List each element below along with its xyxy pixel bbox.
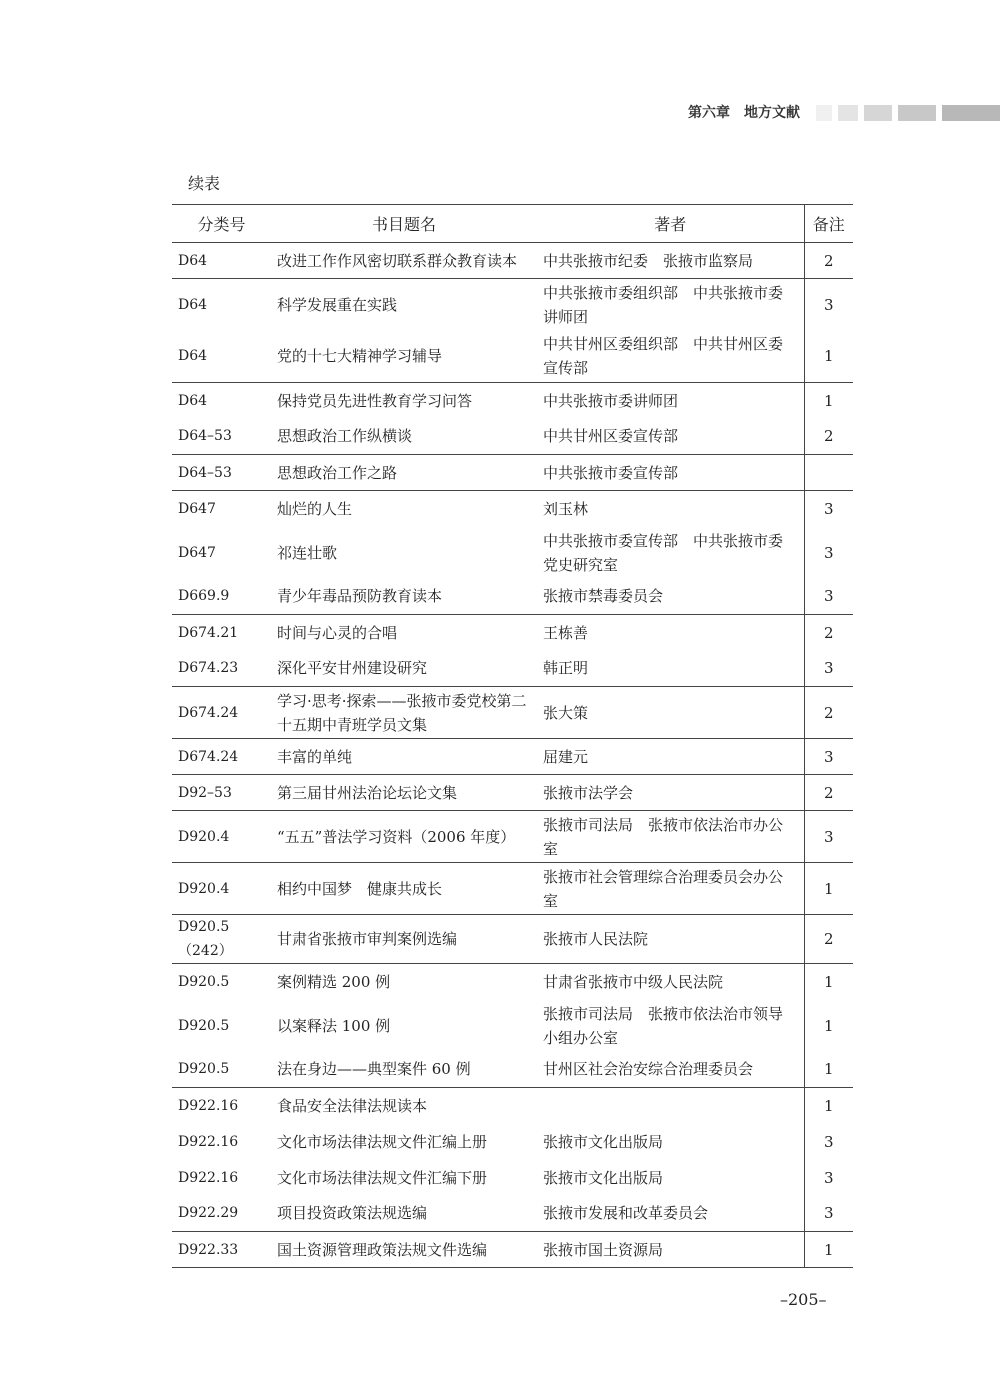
table-row	[172, 1124, 853, 1160]
cell-code: D64–53	[172, 455, 271, 491]
cell-title: 国土资源管理政策法规文件选编	[271, 1232, 537, 1268]
cell-code: D922.16	[178, 1169, 239, 1186]
cell-author: 张大策	[537, 687, 804, 739]
cell-title: “五五”普法学习资料（2006 年度）	[271, 811, 537, 863]
table-row	[172, 279, 853, 331]
cell-code: D674.24	[172, 739, 271, 775]
table-row	[172, 419, 853, 455]
cell-title: 相约中国梦 健康共成长	[271, 863, 537, 915]
cell-author: 甘肃省张掖市中级人民法院	[543, 972, 724, 991]
cell-title: 文化市场法律法规文件汇编上册	[277, 1132, 488, 1151]
cell-code: D920.5	[178, 973, 230, 990]
cell-author: 中共甘州区委组织部 中共甘州区委宣传部	[537, 331, 804, 383]
table-row	[172, 1196, 853, 1232]
cell-note: 2	[804, 915, 853, 964]
cell-code: D64	[178, 296, 208, 313]
cell-note: 1	[804, 1232, 853, 1268]
cell-author: 张掖市文化出版局	[543, 1168, 664, 1187]
cell-title: 保持党员先进性教育学习问答	[277, 391, 473, 410]
cell-note: 3	[804, 279, 853, 331]
cell-title: 思想政治工作纵横谈	[271, 419, 537, 455]
cell-note: 2	[804, 243, 853, 279]
column-header-note: 备注	[804, 205, 853, 243]
cell-note: 3	[804, 1160, 853, 1196]
table-row	[172, 615, 853, 651]
table-row	[172, 1232, 853, 1268]
cell-note: 3	[804, 1124, 853, 1160]
cell-code: D647	[178, 500, 216, 517]
cell-code: D920.5（242）	[172, 915, 271, 964]
table-row	[172, 243, 853, 279]
cell-note: 1	[804, 1052, 853, 1088]
catalog-table	[172, 204, 853, 1268]
chapter-title: 第六章 地方文献	[688, 105, 800, 121]
cell-title: 灿烂的人生	[277, 499, 353, 518]
cell-note: 3	[804, 579, 853, 615]
table-row	[172, 775, 853, 811]
cell-code: D922.16	[178, 1097, 239, 1114]
cell-title: 项目投资政策法规选编	[271, 1196, 537, 1232]
cell-code: D922.16	[178, 1133, 239, 1150]
cell-note: 3	[804, 739, 853, 775]
table-row	[172, 1160, 853, 1196]
column-header-code: 分类号	[172, 205, 271, 243]
cell-author: 张掖市法学会	[537, 775, 804, 811]
cell-author: 中共张掖市委组织部 中共张掖市委讲师团	[543, 283, 784, 326]
cell-author: 甘州区社会治安综合治理委员会	[537, 1052, 804, 1088]
cell-author: 中共张掖市委宣传部 中共张掖市委党史研究室	[543, 531, 784, 574]
cell-note: 1	[804, 331, 853, 383]
table-row	[172, 383, 853, 419]
table-row	[172, 527, 853, 579]
cell-code: D64	[172, 331, 271, 383]
cell-author: 王栋善	[543, 623, 589, 642]
cell-note: 3	[804, 1196, 853, 1232]
cell-title: 甘肃省张掖市审判案例选编	[271, 915, 537, 964]
cell-title: 学习·思考·探索——张掖市委党校第二十五期中青班学员文集	[271, 687, 537, 739]
cell-note: 2	[804, 775, 853, 811]
cell-note: 1	[804, 383, 853, 419]
table-header-row	[172, 205, 853, 243]
cell-author: 屈建元	[537, 739, 804, 775]
header-decor-block	[838, 105, 858, 121]
cell-code: D64–53	[172, 419, 271, 455]
cell-author: 张掖市发展和改革委员会	[537, 1196, 804, 1232]
cell-code: D64	[172, 243, 271, 279]
cell-author: 张掖市司法局 张掖市依法治市领导小组办公室	[543, 1004, 784, 1047]
column-header-author: 著者	[537, 205, 804, 243]
cell-author: 张掖市人民法院	[537, 915, 804, 964]
cell-title: 以案释法 100 例	[277, 1016, 391, 1035]
cell-title: 青少年毒品预防教育读本	[271, 579, 537, 615]
cell-author: 张掖市国土资源局	[537, 1232, 804, 1268]
cell-author: 中共张掖市委宣传部	[537, 455, 804, 491]
cell-note: 3	[804, 527, 853, 579]
cell-author: 张掖市禁毒委员会	[537, 579, 804, 615]
cell-note: 1	[804, 1000, 853, 1052]
table-row	[172, 651, 853, 687]
cell-title: 案例精选 200 例	[277, 972, 391, 991]
cell-title: 深化平安甘州建设研究	[271, 651, 537, 687]
cell-code: D647	[178, 544, 216, 561]
cell-code: D674.23	[172, 651, 271, 687]
running-header	[660, 98, 1000, 126]
table-row	[172, 455, 853, 491]
cell-code: D674.24	[172, 687, 271, 739]
table-row	[172, 863, 853, 915]
cell-code: D674.21	[178, 624, 239, 641]
cell-code: D92–53	[172, 775, 271, 811]
table-row	[172, 811, 853, 863]
cell-author: 张掖市司法局 张掖市依法治市办公室	[537, 811, 804, 863]
page-number: –205–	[780, 1290, 827, 1309]
cell-author: 中共张掖市纪委 张掖市监察局	[537, 243, 804, 279]
cell-author: 张掖市文化出版局	[543, 1132, 664, 1151]
cell-title: 法在身边——典型案件 60 例	[271, 1052, 537, 1088]
cell-code: D920.4	[172, 811, 271, 863]
cell-code: D920.5	[172, 1052, 271, 1088]
cell-note	[804, 455, 853, 491]
cell-title: 丰富的单纯	[271, 739, 537, 775]
cell-title: 祁连壮歌	[277, 543, 338, 562]
cell-code: D669.9	[172, 579, 271, 615]
cell-author: 韩正明	[537, 651, 804, 687]
table-row	[172, 739, 853, 775]
cell-note: 2	[804, 615, 853, 651]
table-row	[172, 1088, 853, 1124]
cell-title: 时间与心灵的合唱	[277, 623, 398, 642]
cell-note: 3	[804, 811, 853, 863]
header-decor-block	[816, 105, 832, 121]
header-decor-block	[864, 105, 892, 121]
cell-code: D922.33	[172, 1232, 271, 1268]
cell-code: D920.5	[178, 1017, 230, 1034]
cell-author	[537, 1088, 804, 1124]
table-row	[172, 331, 853, 383]
cell-note: 1	[804, 1088, 853, 1124]
cell-author: 刘玉林	[543, 499, 589, 518]
cell-title: 文化市场法律法规文件汇编下册	[277, 1168, 488, 1187]
cell-code: D920.4	[172, 863, 271, 915]
cell-title: 食品安全法律法规读本	[277, 1096, 428, 1115]
table-row	[172, 964, 853, 1000]
cell-title: 党的十七大精神学习辅导	[271, 331, 537, 383]
cell-note: 2	[804, 419, 853, 455]
table-row	[172, 1052, 853, 1088]
header-decor-block	[898, 105, 936, 121]
cell-title: 改进工作作风密切联系群众教育读本	[271, 243, 537, 279]
cell-author: 中共甘州区委宣传部	[537, 419, 804, 455]
cell-author: 中共张掖市委讲师团	[543, 391, 679, 410]
cell-code: D922.29	[172, 1196, 271, 1232]
table-row	[172, 915, 853, 964]
cell-title: 科学发展重在实践	[277, 295, 398, 314]
cell-note: 1	[804, 964, 853, 1000]
cell-note: 1	[804, 863, 853, 915]
table-row	[172, 1000, 853, 1052]
cell-note: 2	[804, 687, 853, 739]
cell-title: 第三届甘州法治论坛论文集	[271, 775, 537, 811]
cell-note: 3	[804, 491, 853, 527]
column-header-title: 书目题名	[271, 205, 537, 243]
header-decor-block	[942, 105, 1000, 121]
cell-note: 3	[804, 651, 853, 687]
table-row	[172, 491, 853, 527]
cell-author: 张掖市社会管理综合治理委员会办公室	[537, 863, 804, 915]
table-caption: 续表	[188, 174, 221, 193]
table-row	[172, 687, 853, 739]
table-row	[172, 579, 853, 615]
cell-title: 思想政治工作之路	[271, 455, 537, 491]
cell-code: D64	[178, 392, 208, 409]
